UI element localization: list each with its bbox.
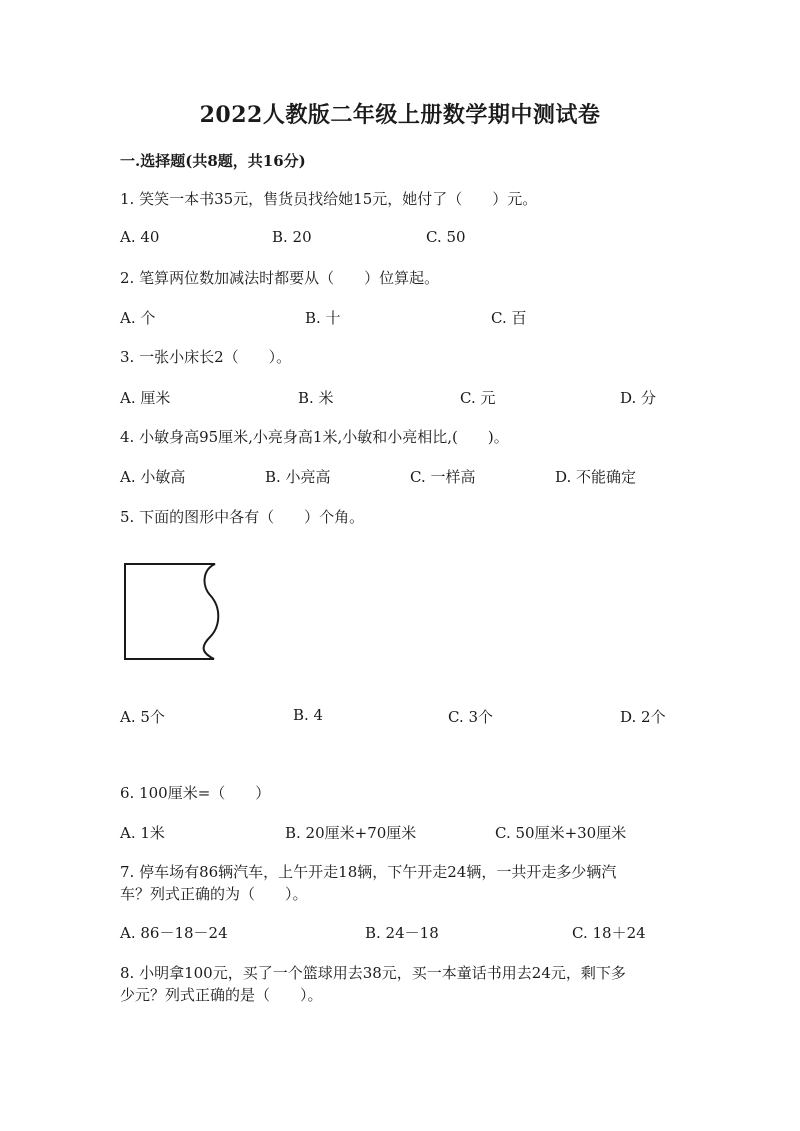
- question-2-option-b: B. 十: [305, 309, 341, 327]
- question-3-stem: 3. 一张小床长2（ ）。: [120, 348, 292, 366]
- corner-figure: [118, 557, 228, 667]
- page-title: 2022人教版二年级上册数学期中测试卷: [199, 102, 601, 128]
- question-6-option-c: C. 50厘米+30厘米: [495, 824, 627, 842]
- question-1-stem: 1. 笑笑一本书35元，售货员找给她15元，她付了（ ）元。: [120, 190, 538, 208]
- question-2-option-a: A. 个: [120, 309, 156, 327]
- question-1-option-a: A. 40: [120, 228, 160, 246]
- question-7-stem-line-1: 7. 停车场有86辆汽车，上午开走18辆，下午开走24辆，一共开走多少辆汽: [120, 863, 617, 881]
- question-7-option-a: A. 86－18－24: [120, 924, 228, 942]
- question-5-option-a: A. 5个: [120, 708, 165, 726]
- question-6-stem: 6. 100厘米=（ ）: [120, 784, 271, 802]
- question-5-option-b: B. 4: [293, 706, 324, 724]
- question-4-stem: 4. 小敏身高95厘米,小亮身高1米,小敏和小亮相比,( )。: [120, 428, 509, 446]
- question-5-option-c: C. 3个: [448, 708, 494, 726]
- question-7-option-b: B. 24－18: [365, 924, 439, 942]
- question-8-stem-line-2: 少元？列式正确的是（ ）。: [120, 986, 323, 1004]
- question-7-stem-line-2: 车？列式正确的为（ ）。: [120, 885, 308, 903]
- question-2-option-c: C. 百: [491, 309, 527, 327]
- question-2-stem: 2. 笔算两位数加减法时都要从（ ）位算起。: [120, 269, 440, 287]
- question-4-option-c: C. 一样高: [410, 468, 476, 486]
- question-6-option-b: B. 20厘米+70厘米: [285, 824, 417, 842]
- question-4-option-b: B. 小亮高: [265, 468, 331, 486]
- question-5-option-d: D. 2个: [620, 708, 666, 726]
- question-8-stem-line-1: 8. 小明拿100元，买了一个篮球用去38元，买一本童话书用去24元，剩下多: [120, 964, 626, 982]
- question-4-option-a: A. 小敏高: [120, 468, 186, 486]
- question-3-option-a: A. 厘米: [120, 389, 171, 407]
- question-3-option-c: C. 元: [460, 389, 496, 407]
- question-4-option-d: D. 不能确定: [555, 468, 637, 486]
- question-5-stem: 5. 下面的图形中各有（ ）个角。: [120, 508, 365, 526]
- question-1-option-c: C. 50: [426, 228, 466, 246]
- question-1-option-b: B. 20: [272, 228, 312, 246]
- section-heading: 一.选择题(共8题，共16分): [120, 152, 306, 170]
- question-3-option-d: D. 分: [620, 389, 657, 407]
- question-3-option-b: B. 米: [298, 389, 334, 407]
- question-6-option-a: A. 1米: [120, 824, 165, 842]
- question-7-option-c: C. 18＋24: [572, 924, 646, 942]
